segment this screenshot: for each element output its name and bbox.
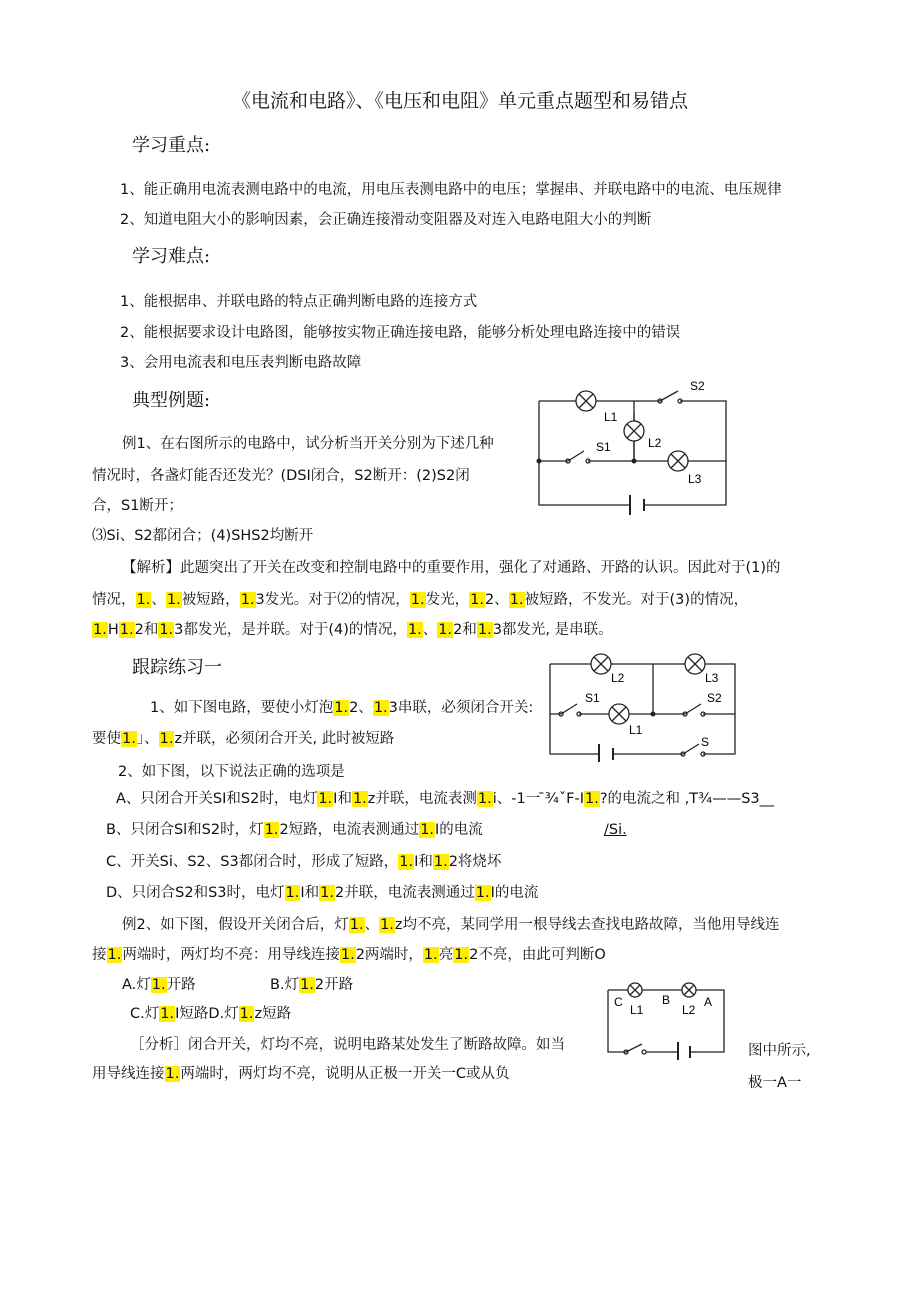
side-text-2: 极一A一 bbox=[748, 1075, 802, 1091]
d1-label-l3: L3 bbox=[688, 472, 702, 486]
d2-label-s1: S1 bbox=[585, 691, 600, 705]
example1-line-2: 情况时，各盏灯能否还发光？(DSI闭合，S2断开：(2)S2闭 bbox=[92, 468, 470, 484]
circuit-diagram-3 bbox=[600, 980, 730, 1060]
example2-choice-a: A.灯1.开路 bbox=[122, 977, 196, 993]
example2-analysis-2: 用导线连接1.两端时，两灯均不亮，说明从正极一开关一C或从负 bbox=[92, 1066, 510, 1082]
option-a: A、只闭合开关SI和S2时，电灯1.I和1.z并联，电流表测1.i、-1一 ̄¾ˇF-I1.?的电流之和 ,T¾——S3__ bbox=[116, 791, 775, 807]
d2-label-s: S bbox=[701, 735, 710, 749]
option-b: B、只闭合Sl和S2时，灯1.2短路，电流表测通过1.I的电流 bbox=[106, 822, 483, 838]
d3-label-l2: L2 bbox=[682, 1003, 696, 1017]
d2-label-l1: L1 bbox=[629, 723, 643, 737]
d3-label-l1: L1 bbox=[630, 1003, 644, 1017]
d2-label-l2: L2 bbox=[611, 671, 625, 685]
d2-label-l3: L3 bbox=[705, 671, 719, 685]
circuit-diagram-2 bbox=[545, 650, 745, 762]
example2-choice-b: B.灯1.2开路 bbox=[270, 977, 354, 993]
example1-line-1: 例1、在右图所示的电路中，试分析当开关分别为下述几种 bbox=[122, 436, 494, 452]
d3-label-b: B bbox=[662, 993, 671, 1007]
example2-line-2: 接1.两端时，两灯均不亮：用导线连接1.2两端时，1.亮1.2不亮，由此可判断O bbox=[92, 947, 606, 963]
side-text-1: 图中所示, bbox=[748, 1043, 811, 1059]
d2-label-s2: S2 bbox=[707, 691, 722, 705]
difficult-point-3: 3、会用电流表和电压表判断电路故障 bbox=[120, 355, 362, 371]
option-b-note: /Si. bbox=[604, 822, 627, 838]
key-point-1: 1、能正确用电流表测电路中的电流，用电压表测电路中的电压；掌握串、并联电路中的电流、电压规律 bbox=[120, 182, 782, 198]
example1-line-3: 合，S1断开； bbox=[92, 498, 183, 514]
key-point-2: 2、知道电阻大小的影响因素，会正确连接滑动变阻器及对连入电路电阻大小的判断 bbox=[120, 212, 652, 228]
circuit-diagram-1 bbox=[530, 375, 740, 515]
difficult-point-1: 1、能根据串、并联电路的特点正确判断电路的连接方式 bbox=[120, 294, 478, 310]
difficult-points-heading: 学习难点: bbox=[132, 246, 211, 267]
example1-line-4: ⑶Si、S2都闭合；(4)SHS2均断开 bbox=[92, 528, 314, 544]
d3-label-a: A bbox=[704, 995, 713, 1009]
d1-label-l1: L1 bbox=[604, 410, 618, 424]
practice-heading: 跟踪练习一 bbox=[132, 657, 222, 678]
example1-analysis-2: 情况，1.、1.被短路，1.3发光。对于⑵的情况，1.发光，1.2、1.被短路，不发光。对于(3)的情况， bbox=[92, 592, 749, 608]
practice-q1-line-1: 1、如下图电路，要使小灯泡1.2、1.3串联，必须闭合开关: bbox=[150, 700, 534, 716]
examples-heading: 典型例题: bbox=[132, 390, 211, 411]
example2-line-1: 例2、如下图，假设开关闭合后，灯1.、1.z均不亮，某同学用一根导线去查找电路故障，当他用导线连 bbox=[122, 917, 780, 933]
example2-analysis-1: ［分析］闭合开关，灯均不亮，说明电路某处发生了断路故障。如当 bbox=[130, 1037, 565, 1053]
d1-label-l2: L2 bbox=[648, 436, 662, 450]
d3-label-c: C bbox=[614, 995, 623, 1009]
example1-analysis-3: 1.H1.2和1.3都发光，是并联。对于(4)的情况，1.、1.2和1.3都发光, 是串联。 bbox=[93, 622, 613, 638]
example2-choice-cd: C.灯1.I短路D.灯1.z短路 bbox=[130, 1006, 292, 1022]
option-d: D、只闭合S2和S3时，电灯1.I和1.2并联，电流表测通过1.I的电流 bbox=[106, 885, 539, 901]
example1-analysis-1: 【解析】此题突出了开关在改变和控制电路中的重要作用，强化了对通路、开路的认识。因此对于(1)的 bbox=[122, 560, 781, 576]
practice-q1-line-2: 要使1.」、1.z并联，必须闭合开关, 此时被短路 bbox=[92, 731, 395, 747]
d1-label-s2: S2 bbox=[690, 379, 705, 393]
key-points-heading: 学习重点: bbox=[132, 135, 211, 156]
d1-label-s1: S1 bbox=[596, 440, 611, 454]
practice-q2: 2、如下图，以下说法正确的选项是 bbox=[118, 764, 345, 780]
page-title: 《电流和电路》、《电压和电阻》单元重点题型和易错点 bbox=[231, 90, 688, 112]
option-c: C、开关Si、S2、S3都闭合时，形成了短路，1.I和1.2将烧坏 bbox=[106, 854, 502, 870]
difficult-point-2: 2、能根据要求设计电路图，能够按实物正确连接电路，能够分析处理电路连接中的错误 bbox=[120, 325, 681, 341]
